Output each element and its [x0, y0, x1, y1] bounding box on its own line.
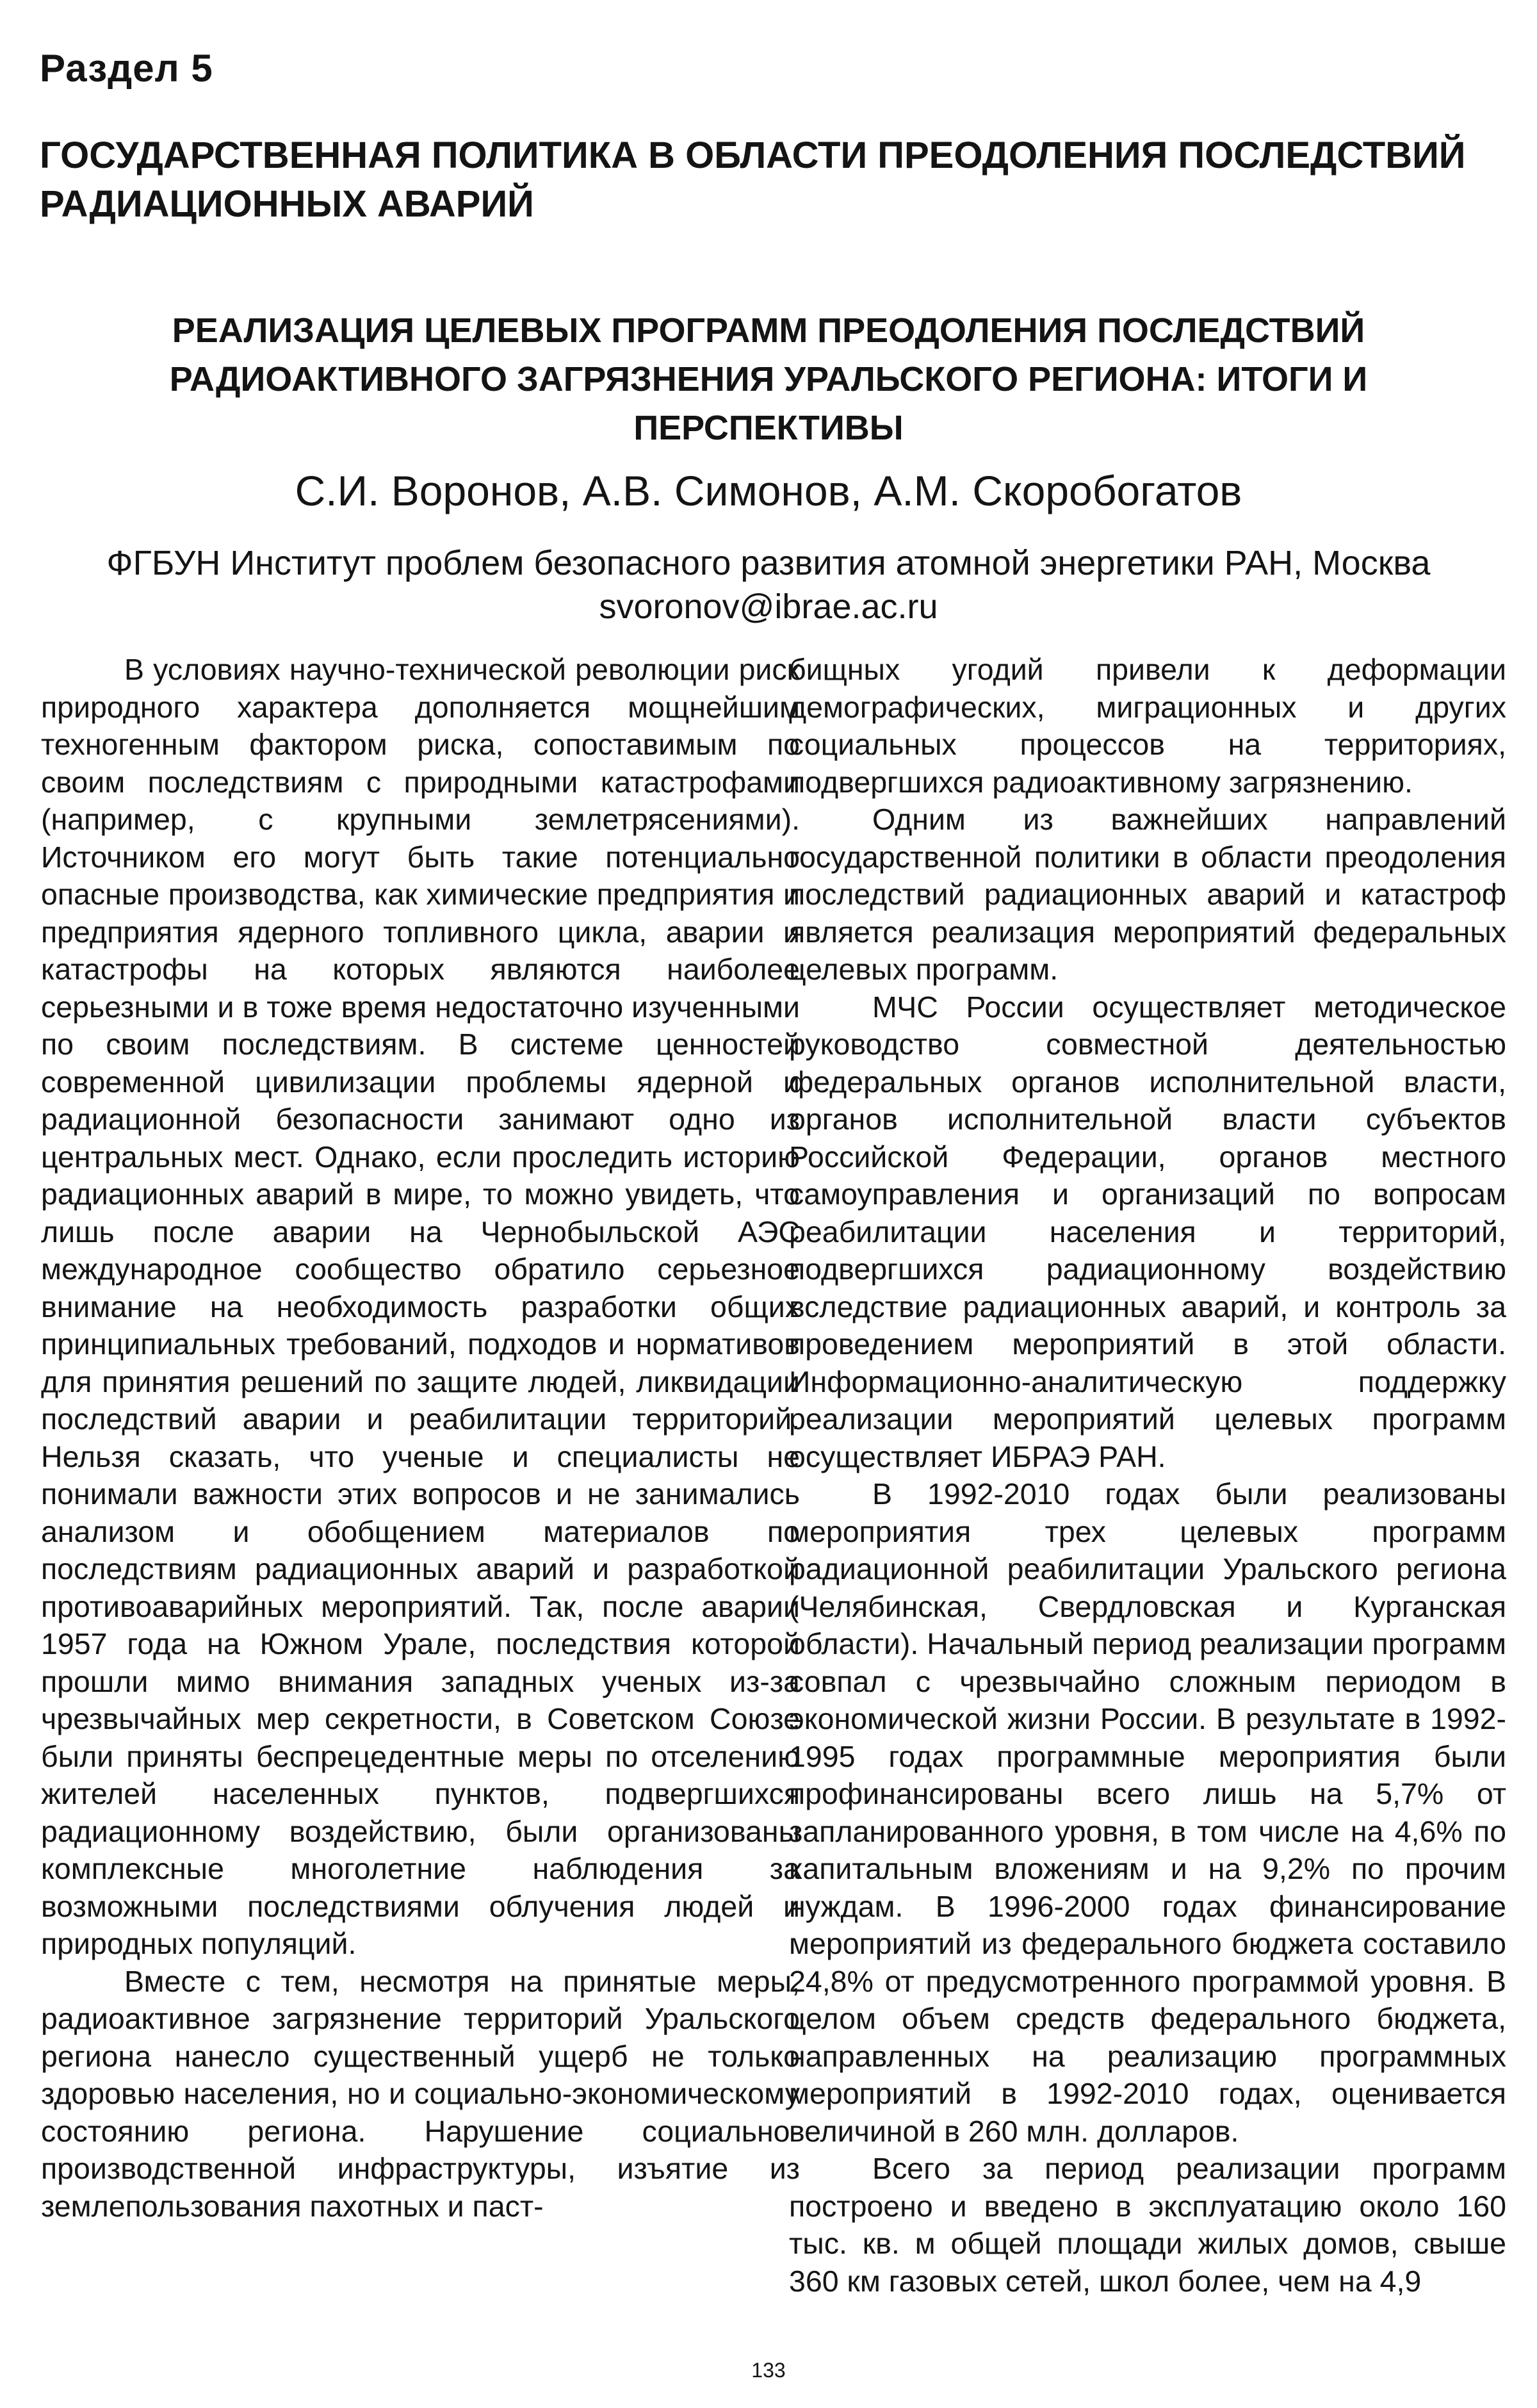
article-title: РЕАЛИЗАЦИЯ ЦЕЛЕВЫХ ПРОГРАММ ПРЕОДОЛЕНИЯ ПОСЛЕДСТВИЙ РАДИОАКТИВНОГО ЗАГРЯЗНЕНИЯ УРАЛЬСКОГО РЕГИОНА: ИТОГИ И ПЕРСПЕКТИВЫ	[169, 311, 1368, 447]
paragraph: бищных угодий привели к деформации демографических, миграционных и других социальных процессов на территориях, подвергшихся радиоактивному загрязнению.	[789, 653, 1506, 799]
contact-email: svoronov@ibrae.ac.ru	[599, 587, 938, 626]
paragraph: В 1992-2010 годах были реализованы мероприятия трех целевых программ радиационной реабилитации Уральского региона (Челябинская, Свердловская и Курганская области). Начальный период реализации программ совпал с чрезвычайно сложным периодом в экономической жизни России. В результате в 1992-1995 годах программные мероприятия были профинансированы всего лишь на 5,7% от запланированного уровня, в том числе на 4,6% по капитальным вложениям и на 9,2% по прочим нуждам. В 1996-2000 годах финансирование мероприятий из федерального бюджета составило 24,8% от предусмотренного программой уровня. В целом объем средств федерального бюджета, направленных на реализацию программных мероприятий в 1992-2010 годах, оценивается величиной в 260 млн. долларов.	[789, 1477, 1506, 2148]
paragraph: МЧС России осуществляет методическое руководство совместной деятельностью федеральных органов исполнительной власти, органов исполнительной власти субъектов Российской Федерации, органов местного самоуправления и организаций по вопросам реабилитации населения и территорий, подвергшихся радиационному воздействию вследствие радиационных аварий, и контроль за проведением мероприятий в этой области. Информационно-аналитическую поддержку реализации мероприятий целевых программ осуществляет ИБРАЭ РАН.	[789, 990, 1506, 1473]
affiliation-text: ФГБУН Институт проблем безопасного развития атомной энергетики РАН, Москва	[106, 544, 1431, 582]
paragraph: Вместе с тем, несмотря на принятые меры, радиоактивное загрязнение территорий Уральского региона нанесло существенный ущерб не только здоровью населения, но и социально-экономическому состоянию региона. Нарушение социально-производственной инфраструктуры, изъятие из землепользования пахотных и паст-	[41, 1964, 800, 2223]
right-column	[789, 651, 1506, 2300]
article-affiliation	[0, 541, 1537, 628]
section-label: Раздел 5	[40, 47, 213, 90]
paragraph: В условиях научно-технической революции риск природного характера дополняется мощнейшим техногенным фактором риска, сопоставимым по своим последствиям с природными катастрофами (например, с крупными землетрясениями). Источником его могут быть такие потенциально опасные производства, как химические предприятия и предприятия ядерного топливного цикла, аварии и катастрофы на которых являются наиболее серьезными и в тоже время недостаточно изученными по своим последствиям. В системе ценностей современной цивилизации проблемы ядерной и радиационной безопасности занимают одно из центральных мест. Однако, если проследить историю радиационных аварий в мире, то можно увидеть, что лишь после аварии на Чернобыльской АЭС международное сообщество обратило серьезное внимание на необходимость разработки общих принципиальных требований, подходов и нормативов для принятия решений по защите людей, ликвидации последствий аварии и реабилитации территорий. Нельзя сказать, что ученые и специалисты не понимали важности этих вопросов и не занимались анализом и обобщением материалов по последствиям радиационных аварий и разработкой противоаварийных мероприятий. Так, после аварии 1957 года на Южном Урале, последствия которой прошли мимо внимания западных ученых из-за чрезвычайных мер секретности, в Советском Союзе были приняты беспрецедентные меры по отселению жителей населенных пунктов, подвергшихся радиационному воздействию, были организованы комплексные многолетние наблюдения за возможными последствиями облучения людей и природных популяций.	[41, 653, 800, 1960]
paragraph: Одним из важнейших направлений государственной политики в области преодоления последствий радиационных аварий и катастроф является реализация мероприятий федеральных целевых программ.	[789, 803, 1506, 986]
paragraph: Всего за период реализации программ построено и введено в эксплуатацию около 160 тыс. кв. м общей площади жилых домов, свыше 360 км газовых сетей, школ более, чем на 4,9	[789, 2152, 1506, 2298]
page-number: 133	[751, 2359, 786, 2382]
left-column	[41, 651, 800, 2225]
section-title: ГОСУДАРСТВЕННАЯ ПОЛИТИКА В ОБЛАСТИ ПРЕОДОЛЕНИЯ ПОСЛЕДСТВИЙ РАДИАЦИОННЫХ АВАРИЙ	[40, 135, 1466, 225]
article-authors: С.И. Воронов, А.В. Симонов, А.М. Скоробогатов	[295, 467, 1242, 514]
